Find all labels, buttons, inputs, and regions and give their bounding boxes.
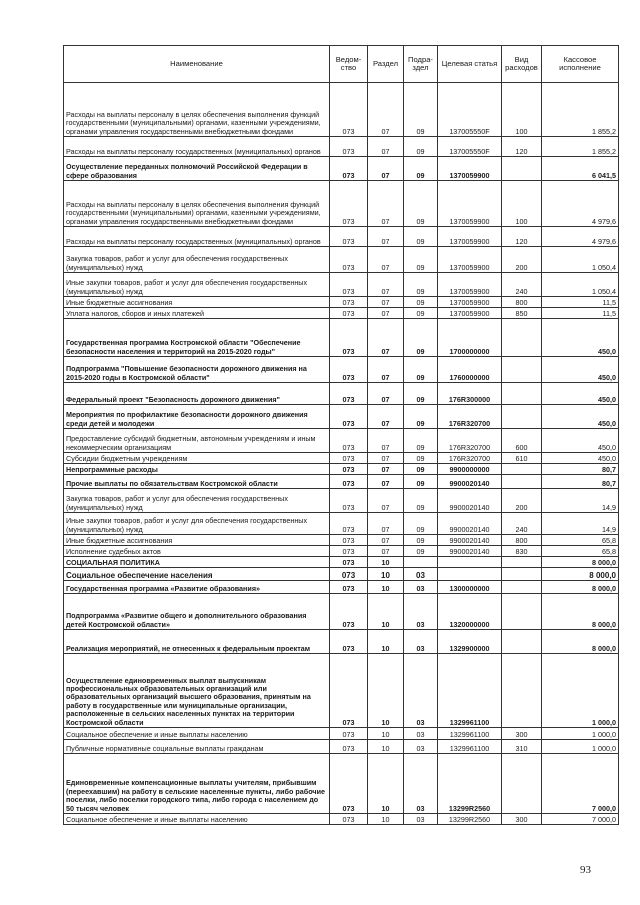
row-name: Подпрограмма «Развитие общего и дополнительного образования детей Костромской области»	[64, 594, 330, 630]
row-name: Социальное обеспечение и иные выплаты населению	[64, 728, 330, 740]
row-target-article: 1760000000	[438, 357, 502, 383]
row-name: Расходы на выплаты персоналу в целях обеспечения выполнения функций государственными (муниципальными) органами, казенными учреждениями, органами управления государственными внебюджетными фондами	[64, 83, 330, 137]
row-ved: 073	[330, 740, 368, 754]
table-row	[64, 740, 619, 754]
row-target-article: 1329900000	[438, 630, 502, 654]
row-name: Государственная программа «Развитие образования»	[64, 581, 330, 594]
row-cash-execution: 450,0	[542, 383, 619, 405]
row-expense-type: 100	[502, 83, 542, 137]
row-cash-execution: 80,7	[542, 464, 619, 475]
row-target-article: 9900020140	[438, 535, 502, 546]
row-name: Государственная программа Костромской области "Обеспечение безопасности населения и территорий на 2015-2020 годы"	[64, 319, 330, 357]
row-name: Уплата налогов, сборов и иных платежей	[64, 308, 330, 319]
row-cash-execution: 4 979,6	[542, 227, 619, 247]
table-row	[64, 308, 619, 319]
row-cash-execution: 8 000,0	[542, 581, 619, 594]
row-target-article: 1329961100	[438, 654, 502, 728]
row-expense-type	[502, 594, 542, 630]
row-expense-type	[502, 654, 542, 728]
row-podrazdel: 09	[404, 405, 438, 429]
row-cash-execution: 14,9	[542, 489, 619, 513]
row-razdel: 07	[368, 453, 404, 464]
row-name: Расходы на выплаты персоналу в целях обеспечения выполнения функций государственными (муниципальными) органами, казенными учреждениями, органами управления государственными внебюджетными фондами	[64, 181, 330, 227]
row-cash-execution: 450,0	[542, 319, 619, 357]
row-cash-execution: 65,8	[542, 535, 619, 546]
row-ved: 073	[330, 489, 368, 513]
row-ved: 073	[330, 475, 368, 489]
row-razdel: 10	[368, 740, 404, 754]
row-podrazdel: 09	[404, 308, 438, 319]
budget-table-sheet	[63, 45, 618, 825]
row-podrazdel: 03	[404, 728, 438, 740]
row-name: Расходы на выплаты персоналу государственных (муниципальных) органов	[64, 227, 330, 247]
row-name: Иные закупки товаров, работ и услуг для обеспечения государственных (муниципальных) нужд	[64, 513, 330, 535]
row-podrazdel: 03	[404, 654, 438, 728]
table-row	[64, 513, 619, 535]
row-podrazdel: 09	[404, 489, 438, 513]
row-expense-type	[502, 157, 542, 181]
row-podrazdel: 03	[404, 814, 438, 825]
row-ved: 073	[330, 546, 368, 557]
table-row	[64, 357, 619, 383]
row-target-article: 1320000000	[438, 594, 502, 630]
table-row	[64, 557, 619, 568]
header-cash-execution: Кассовое исполнение	[542, 46, 619, 83]
row-target-article: 1370059900	[438, 297, 502, 308]
row-target-article: 9900020140	[438, 513, 502, 535]
row-name: Иные закупки товаров, работ и услуг для обеспечения государственных (муниципальных) нужд	[64, 273, 330, 297]
row-podrazdel: 09	[404, 535, 438, 546]
row-podrazdel: 09	[404, 273, 438, 297]
row-expense-type: 200	[502, 247, 542, 273]
row-razdel: 07	[368, 247, 404, 273]
row-razdel: 10	[368, 630, 404, 654]
row-razdel: 07	[368, 464, 404, 475]
row-target-article: 1329961100	[438, 740, 502, 754]
row-cash-execution: 1 050,4	[542, 247, 619, 273]
row-podrazdel: 09	[404, 513, 438, 535]
table-row	[64, 728, 619, 740]
row-name: Подпрограмма "Повышение безопасности дорожного движения на 2015-2020 годы в Костромской области"	[64, 357, 330, 383]
row-podrazdel: 09	[404, 475, 438, 489]
row-podrazdel: 09	[404, 137, 438, 157]
table-row	[64, 247, 619, 273]
row-name: Предоставление субсидий бюджетным, автономным учреждениям и иным некоммерческим организациям	[64, 429, 330, 453]
table-row	[64, 273, 619, 297]
row-cash-execution: 450,0	[542, 357, 619, 383]
table-row	[64, 383, 619, 405]
row-target-article: 9900020140	[438, 546, 502, 557]
row-cash-execution: 1 050,4	[542, 273, 619, 297]
row-name: Иные бюджетные ассигнования	[64, 297, 330, 308]
row-expense-type: 120	[502, 137, 542, 157]
row-expense-type: 850	[502, 308, 542, 319]
row-razdel: 10	[368, 594, 404, 630]
row-cash-execution: 450,0	[542, 429, 619, 453]
row-target-article: 176R320700	[438, 453, 502, 464]
header-razdel: Раздел	[368, 46, 404, 83]
row-razdel: 07	[368, 273, 404, 297]
row-expense-type: 800	[502, 297, 542, 308]
row-expense-type	[502, 357, 542, 383]
row-name: Федеральный проект "Безопасность дорожного движения"	[64, 383, 330, 405]
row-ved: 073	[330, 594, 368, 630]
row-expense-type	[502, 630, 542, 654]
row-razdel: 07	[368, 181, 404, 227]
row-cash-execution: 8 000,0	[542, 630, 619, 654]
row-razdel: 10	[368, 557, 404, 568]
row-target-article: 1370059900	[438, 273, 502, 297]
row-name: Субсидии бюджетным учреждениям	[64, 453, 330, 464]
table-row	[64, 475, 619, 489]
header-ved: Ведом-ство	[330, 46, 368, 83]
row-podrazdel: 03	[404, 740, 438, 754]
row-expense-type	[502, 557, 542, 568]
row-expense-type: 310	[502, 740, 542, 754]
row-podrazdel	[404, 557, 438, 568]
row-razdel: 10	[368, 568, 404, 581]
row-cash-execution: 7 000,0	[542, 814, 619, 825]
row-cash-execution: 11,5	[542, 297, 619, 308]
row-ved: 073	[330, 453, 368, 464]
row-razdel: 07	[368, 297, 404, 308]
row-expense-type: 300	[502, 814, 542, 825]
row-name: Непрограммные расходы	[64, 464, 330, 475]
row-target-article: 9900020140	[438, 475, 502, 489]
row-ved: 073	[330, 630, 368, 654]
row-cash-execution: 1 000,0	[542, 728, 619, 740]
row-name: Реализация мероприятий, не отнесенных к федеральным проектам	[64, 630, 330, 654]
row-podrazdel: 09	[404, 546, 438, 557]
row-target-article: 1329961100	[438, 728, 502, 740]
row-cash-execution: 1 000,0	[542, 740, 619, 754]
row-razdel: 07	[368, 319, 404, 357]
row-razdel: 07	[368, 475, 404, 489]
row-razdel: 10	[368, 814, 404, 825]
row-podrazdel: 09	[404, 319, 438, 357]
row-razdel: 07	[368, 405, 404, 429]
header-name: Наименование	[64, 46, 330, 83]
row-target-article	[438, 557, 502, 568]
table-row	[64, 429, 619, 453]
table-row	[64, 814, 619, 825]
row-cash-execution: 14,9	[542, 513, 619, 535]
row-cash-execution: 4 979,6	[542, 181, 619, 227]
row-target-article: 1370059900	[438, 181, 502, 227]
row-ved: 073	[330, 464, 368, 475]
row-target-article: 1370059900	[438, 247, 502, 273]
row-podrazdel: 09	[404, 464, 438, 475]
table-row	[64, 546, 619, 557]
row-target-article: 1370059900	[438, 227, 502, 247]
table-row	[64, 754, 619, 814]
table-row	[64, 181, 619, 227]
row-expense-type	[502, 581, 542, 594]
row-expense-type	[502, 754, 542, 814]
table-header	[64, 46, 619, 83]
row-podrazdel: 03	[404, 568, 438, 581]
row-expense-type: 240	[502, 273, 542, 297]
row-cash-execution: 65,8	[542, 546, 619, 557]
row-ved: 073	[330, 83, 368, 137]
row-name: Социальное обеспечение населения	[64, 568, 330, 581]
row-ved: 073	[330, 308, 368, 319]
row-ved: 073	[330, 357, 368, 383]
row-name: СОЦИАЛЬНАЯ ПОЛИТИКА	[64, 557, 330, 568]
row-name: Прочие выплаты по обязательствам Костромской области	[64, 475, 330, 489]
row-ved: 073	[330, 297, 368, 308]
row-podrazdel: 03	[404, 754, 438, 814]
row-cash-execution: 1 855,2	[542, 83, 619, 137]
row-name: Осуществление переданных полномочий Российской Федерации в сфере образования	[64, 157, 330, 181]
row-expense-type	[502, 319, 542, 357]
row-razdel: 07	[368, 83, 404, 137]
row-name: Социальное обеспечение и иные выплаты населению	[64, 814, 330, 825]
row-podrazdel: 03	[404, 594, 438, 630]
row-target-article: 176R320700	[438, 429, 502, 453]
page-number: 93	[580, 864, 591, 876]
row-razdel: 10	[368, 728, 404, 740]
row-name: Закупка товаров, работ и услуг для обеспечения государственных (муниципальных) нужд	[64, 489, 330, 513]
table-row	[64, 489, 619, 513]
row-ved: 073	[330, 383, 368, 405]
row-razdel: 07	[368, 357, 404, 383]
row-name: Расходы на выплаты персоналу государственных (муниципальных) органов	[64, 137, 330, 157]
table-row	[64, 594, 619, 630]
header-expense-type: Вид расходов	[502, 46, 542, 83]
row-name: Исполнение судебных актов	[64, 546, 330, 557]
row-razdel: 07	[368, 157, 404, 181]
row-razdel: 10	[368, 581, 404, 594]
budget-table	[63, 45, 619, 825]
row-name: Закупка товаров, работ и услуг для обеспечения государственных (муниципальных) нужд	[64, 247, 330, 273]
row-cash-execution: 8 000,0	[542, 568, 619, 581]
row-ved: 073	[330, 405, 368, 429]
row-podrazdel: 09	[404, 429, 438, 453]
row-target-article: 137005550F	[438, 137, 502, 157]
row-target-article	[438, 568, 502, 581]
row-target-article: 1300000000	[438, 581, 502, 594]
row-podrazdel: 09	[404, 297, 438, 308]
row-razdel: 10	[368, 754, 404, 814]
table-row	[64, 654, 619, 728]
row-expense-type: 610	[502, 453, 542, 464]
row-podrazdel: 09	[404, 157, 438, 181]
row-name: Единовременные компенсационные выплаты учителям, прибывшим (переехавшим) на работу в сельские населенные пункты, либо рабочие поселки, либо поселки городского типа, либо города с населением до 50 тысяч человек	[64, 754, 330, 814]
row-ved: 073	[330, 227, 368, 247]
row-podrazdel: 09	[404, 453, 438, 464]
row-expense-type: 300	[502, 728, 542, 740]
table-row	[64, 137, 619, 157]
row-expense-type	[502, 568, 542, 581]
row-expense-type: 100	[502, 181, 542, 227]
row-target-article: 1370059900	[438, 157, 502, 181]
row-expense-type	[502, 383, 542, 405]
row-ved: 073	[330, 581, 368, 594]
row-target-article: 1370059900	[438, 308, 502, 319]
table-row	[64, 319, 619, 357]
row-podrazdel: 09	[404, 83, 438, 137]
table-row	[64, 405, 619, 429]
row-cash-execution: 11,5	[542, 308, 619, 319]
row-target-article: 9900020140	[438, 489, 502, 513]
row-target-article: 13299R2560	[438, 814, 502, 825]
row-cash-execution: 8 000,0	[542, 557, 619, 568]
row-ved: 073	[330, 273, 368, 297]
row-target-article: 1700000000	[438, 319, 502, 357]
row-ved: 073	[330, 557, 368, 568]
row-ved: 073	[330, 319, 368, 357]
row-ved: 073	[330, 137, 368, 157]
row-target-article: 9900000000	[438, 464, 502, 475]
row-cash-execution: 8 000,0	[542, 594, 619, 630]
row-cash-execution: 1 855,2	[542, 137, 619, 157]
row-ved: 073	[330, 513, 368, 535]
row-ved: 073	[330, 429, 368, 453]
table-row	[64, 83, 619, 137]
row-expense-type	[502, 405, 542, 429]
row-podrazdel: 09	[404, 247, 438, 273]
row-ved: 073	[330, 157, 368, 181]
row-expense-type	[502, 464, 542, 475]
row-expense-type: 830	[502, 546, 542, 557]
row-razdel: 07	[368, 535, 404, 546]
row-name: Мероприятия по профилактике безопасности дорожного движения среди детей и молодежи	[64, 405, 330, 429]
row-ved: 073	[330, 654, 368, 728]
table-row	[64, 227, 619, 247]
row-razdel: 07	[368, 308, 404, 319]
row-cash-execution: 6 041,5	[542, 157, 619, 181]
row-podrazdel: 09	[404, 357, 438, 383]
row-podrazdel: 03	[404, 581, 438, 594]
row-cash-execution: 450,0	[542, 405, 619, 429]
row-razdel: 07	[368, 137, 404, 157]
row-expense-type: 240	[502, 513, 542, 535]
header-target-article: Целевая статья	[438, 46, 502, 83]
row-razdel: 07	[368, 429, 404, 453]
row-ved: 073	[330, 181, 368, 227]
row-razdel: 10	[368, 654, 404, 728]
row-target-article: 137005550F	[438, 83, 502, 137]
row-ved: 073	[330, 535, 368, 546]
row-name: Осуществление единовременных выплат выпускникам профессиональных образовательных организаций или образовательных организаций высшего образования, принятым на работу в государственные или муниципальные организации, расположенные в сельских населенных пунктах на территории Костромской области	[64, 654, 330, 728]
row-expense-type	[502, 475, 542, 489]
table-row	[64, 630, 619, 654]
table-row	[64, 581, 619, 594]
row-podrazdel: 09	[404, 181, 438, 227]
table-row	[64, 464, 619, 475]
row-expense-type: 200	[502, 489, 542, 513]
row-expense-type: 600	[502, 429, 542, 453]
row-razdel: 07	[368, 227, 404, 247]
row-name: Иные бюджетные ассигнования	[64, 535, 330, 546]
row-ved: 073	[330, 754, 368, 814]
row-podrazdel: 09	[404, 227, 438, 247]
row-ved: 073	[330, 728, 368, 740]
row-razdel: 07	[368, 546, 404, 557]
row-expense-type: 120	[502, 227, 542, 247]
row-podrazdel: 09	[404, 383, 438, 405]
row-razdel: 07	[368, 513, 404, 535]
row-razdel: 07	[368, 383, 404, 405]
row-expense-type: 800	[502, 535, 542, 546]
table-row	[64, 297, 619, 308]
table-row	[64, 453, 619, 464]
row-target-article: 176R320700	[438, 405, 502, 429]
header-podrazdel: Подра-здел	[404, 46, 438, 83]
row-name: Публичные нормативные социальные выплаты гражданам	[64, 740, 330, 754]
table-row	[64, 157, 619, 181]
table-row	[64, 535, 619, 546]
row-cash-execution: 1 000,0	[542, 654, 619, 728]
row-razdel: 07	[368, 489, 404, 513]
row-ved: 073	[330, 568, 368, 581]
row-podrazdel: 03	[404, 630, 438, 654]
table-row	[64, 568, 619, 581]
row-cash-execution: 80,7	[542, 475, 619, 489]
row-target-article: 13299R2560	[438, 754, 502, 814]
row-target-article: 176R300000	[438, 383, 502, 405]
row-ved: 073	[330, 247, 368, 273]
row-ved: 073	[330, 814, 368, 825]
row-cash-execution: 450,0	[542, 453, 619, 464]
row-cash-execution: 7 000,0	[542, 754, 619, 814]
